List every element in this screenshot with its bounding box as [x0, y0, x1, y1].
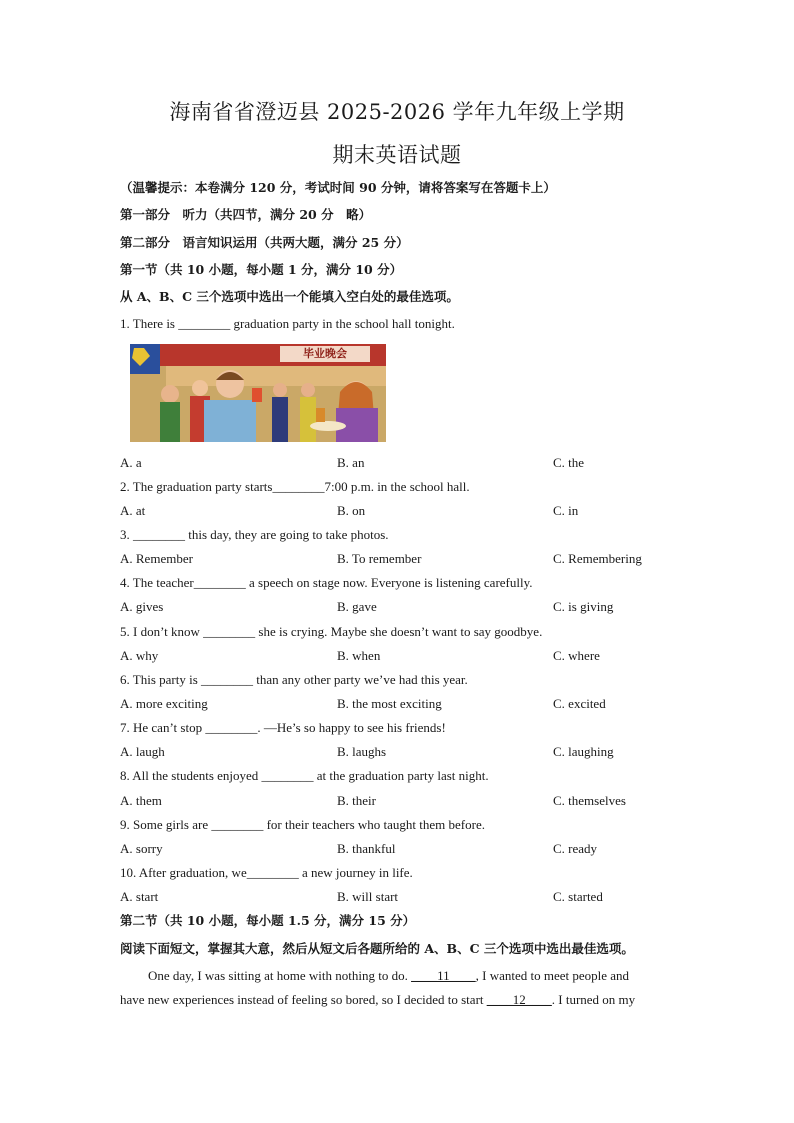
q10-option-b[interactable]: B. will start — [337, 889, 399, 904]
q9-option-c[interactable]: C. ready — [553, 841, 598, 856]
question-6-stem: 6. This party is ________ than any other party we’ve had this year. — [120, 672, 468, 687]
question-4-options — [120, 599, 680, 615]
party-banner-text: 毕业晚会 — [303, 347, 347, 360]
q4-option-a[interactable]: A. gives — [120, 599, 164, 614]
q10-option-c[interactable]: C. started — [553, 889, 603, 904]
question-1-stem: 1. There is ________ graduation party in the school hall tonight. — [120, 316, 455, 331]
q8-option-a[interactable]: A. them — [120, 793, 162, 808]
q5-option-c[interactable]: C. where — [553, 648, 600, 663]
passage-line-2 — [120, 992, 635, 1008]
blank-11[interactable]: ____11____ — [411, 968, 476, 983]
question-7-stem: 7. He can’t stop ________. —He’s so happy to see his friends! — [120, 720, 446, 735]
q7-option-a[interactable]: A. laugh — [120, 744, 165, 759]
q5-option-a[interactable]: A. why — [120, 648, 159, 663]
section1-heading: 第一节（共 10 小题，每小题 1 分，满分 10 分） — [120, 262, 403, 277]
part2-heading: 第二部分 语言知识运用（共两大题，满分 25 分） — [120, 235, 409, 250]
q10-option-a[interactable]: A. start — [120, 889, 159, 904]
question-2-stem: 2. The graduation party starts________7:00 p.m. in the school hall. — [120, 479, 470, 494]
section1-instructions: 从 A、B、C 三个选项中选出一个能填入空白处的最佳选项。 — [120, 289, 459, 304]
question-9-options — [120, 841, 680, 857]
q2-option-c[interactable]: C. in — [553, 503, 579, 518]
passage-text: . I turned on my — [551, 992, 636, 1007]
q4-option-c[interactable]: C. is giving — [553, 599, 614, 614]
passage-text: have new experiences instead of feeling so bored, so I decided to start — [120, 992, 487, 1007]
passage-line-1 — [148, 968, 629, 984]
q6-option-a[interactable]: A. more exciting — [120, 696, 208, 711]
question-4-stem: 4. The teacher________ a speech on stage now. Everyone is listening carefully. — [120, 575, 533, 590]
section2-heading: 第二节（共 10 小题，每小题 1.5 分，满分 15 分） — [120, 913, 416, 928]
question-6-options — [120, 696, 680, 712]
question-10-options — [120, 889, 680, 905]
q6-option-b[interactable]: B. the most exciting — [337, 696, 442, 711]
question-10-stem: 10. After graduation, we________ a new journey in life. — [120, 865, 413, 880]
q8-option-b[interactable]: B. their — [337, 793, 376, 808]
question-5-options — [120, 648, 680, 664]
q4-option-b[interactable]: B. gave — [337, 599, 377, 614]
q9-option-a[interactable]: A. sorry — [120, 841, 163, 856]
question-3-options — [120, 551, 680, 567]
question-1-options — [120, 455, 680, 471]
question-9-stem: 9. Some girls are ________ for their teachers who taught them before. — [120, 817, 485, 832]
exam-tip: （温馨提示：本卷满分 120 分，考试时间 90 分钟，请将答案写在答题卡上） — [120, 180, 556, 195]
question-7-options — [120, 744, 680, 760]
passage-text: One day, I was sitting at home with nothing to do. — [148, 968, 412, 983]
q7-option-c[interactable]: C. laughing — [553, 744, 614, 759]
question-5-stem: 5. I don’t know ________ she is crying. Maybe she doesn’t want to say goodbye. — [120, 624, 543, 639]
q3-option-c[interactable]: C. Remembering — [553, 551, 642, 566]
q2-option-b[interactable]: B. on — [337, 503, 366, 518]
q1-option-a[interactable]: A. a — [120, 455, 142, 470]
page-title-line2: 期末英语试题 — [332, 143, 462, 167]
question-3-stem: 3. ________ this day, they are going to take photos. — [120, 527, 389, 542]
question-8-stem: 8. All the students enjoyed ________ at the graduation party last night. — [120, 768, 489, 783]
q2-option-a[interactable]: A. at — [120, 503, 146, 518]
section2-instructions: 阅读下面短文，掌握其大意，然后从短文后各题所给的 A、B、C 三个选项中选出最佳选项。 — [120, 941, 634, 956]
q9-option-b[interactable]: B. thankful — [337, 841, 396, 856]
question-2-options — [120, 503, 680, 519]
page-title-line1: 海南省省澄迈县 2025-2026 学年九年级上学期 — [169, 100, 625, 124]
passage-text: , I wanted to meet people and — [475, 968, 630, 983]
question-8-options — [120, 793, 680, 809]
q1-option-b[interactable]: B. an — [337, 455, 365, 470]
q5-option-b[interactable]: B. when — [337, 648, 381, 663]
q7-option-b[interactable]: B. laughs — [337, 744, 387, 759]
blank-12[interactable]: ____12____ — [486, 992, 552, 1007]
q3-option-a[interactable]: A. Remember — [120, 551, 193, 566]
q6-option-c[interactable]: C. excited — [553, 696, 606, 711]
part1-heading: 第一部分 听力（共四节，满分 20 分 略） — [120, 207, 372, 222]
q3-option-b[interactable]: B. To remember — [337, 551, 422, 566]
q1-option-c[interactable]: C. the — [553, 455, 585, 470]
graduation-party-illustration — [130, 344, 386, 442]
q8-option-c[interactable]: C. themselves — [553, 793, 626, 808]
